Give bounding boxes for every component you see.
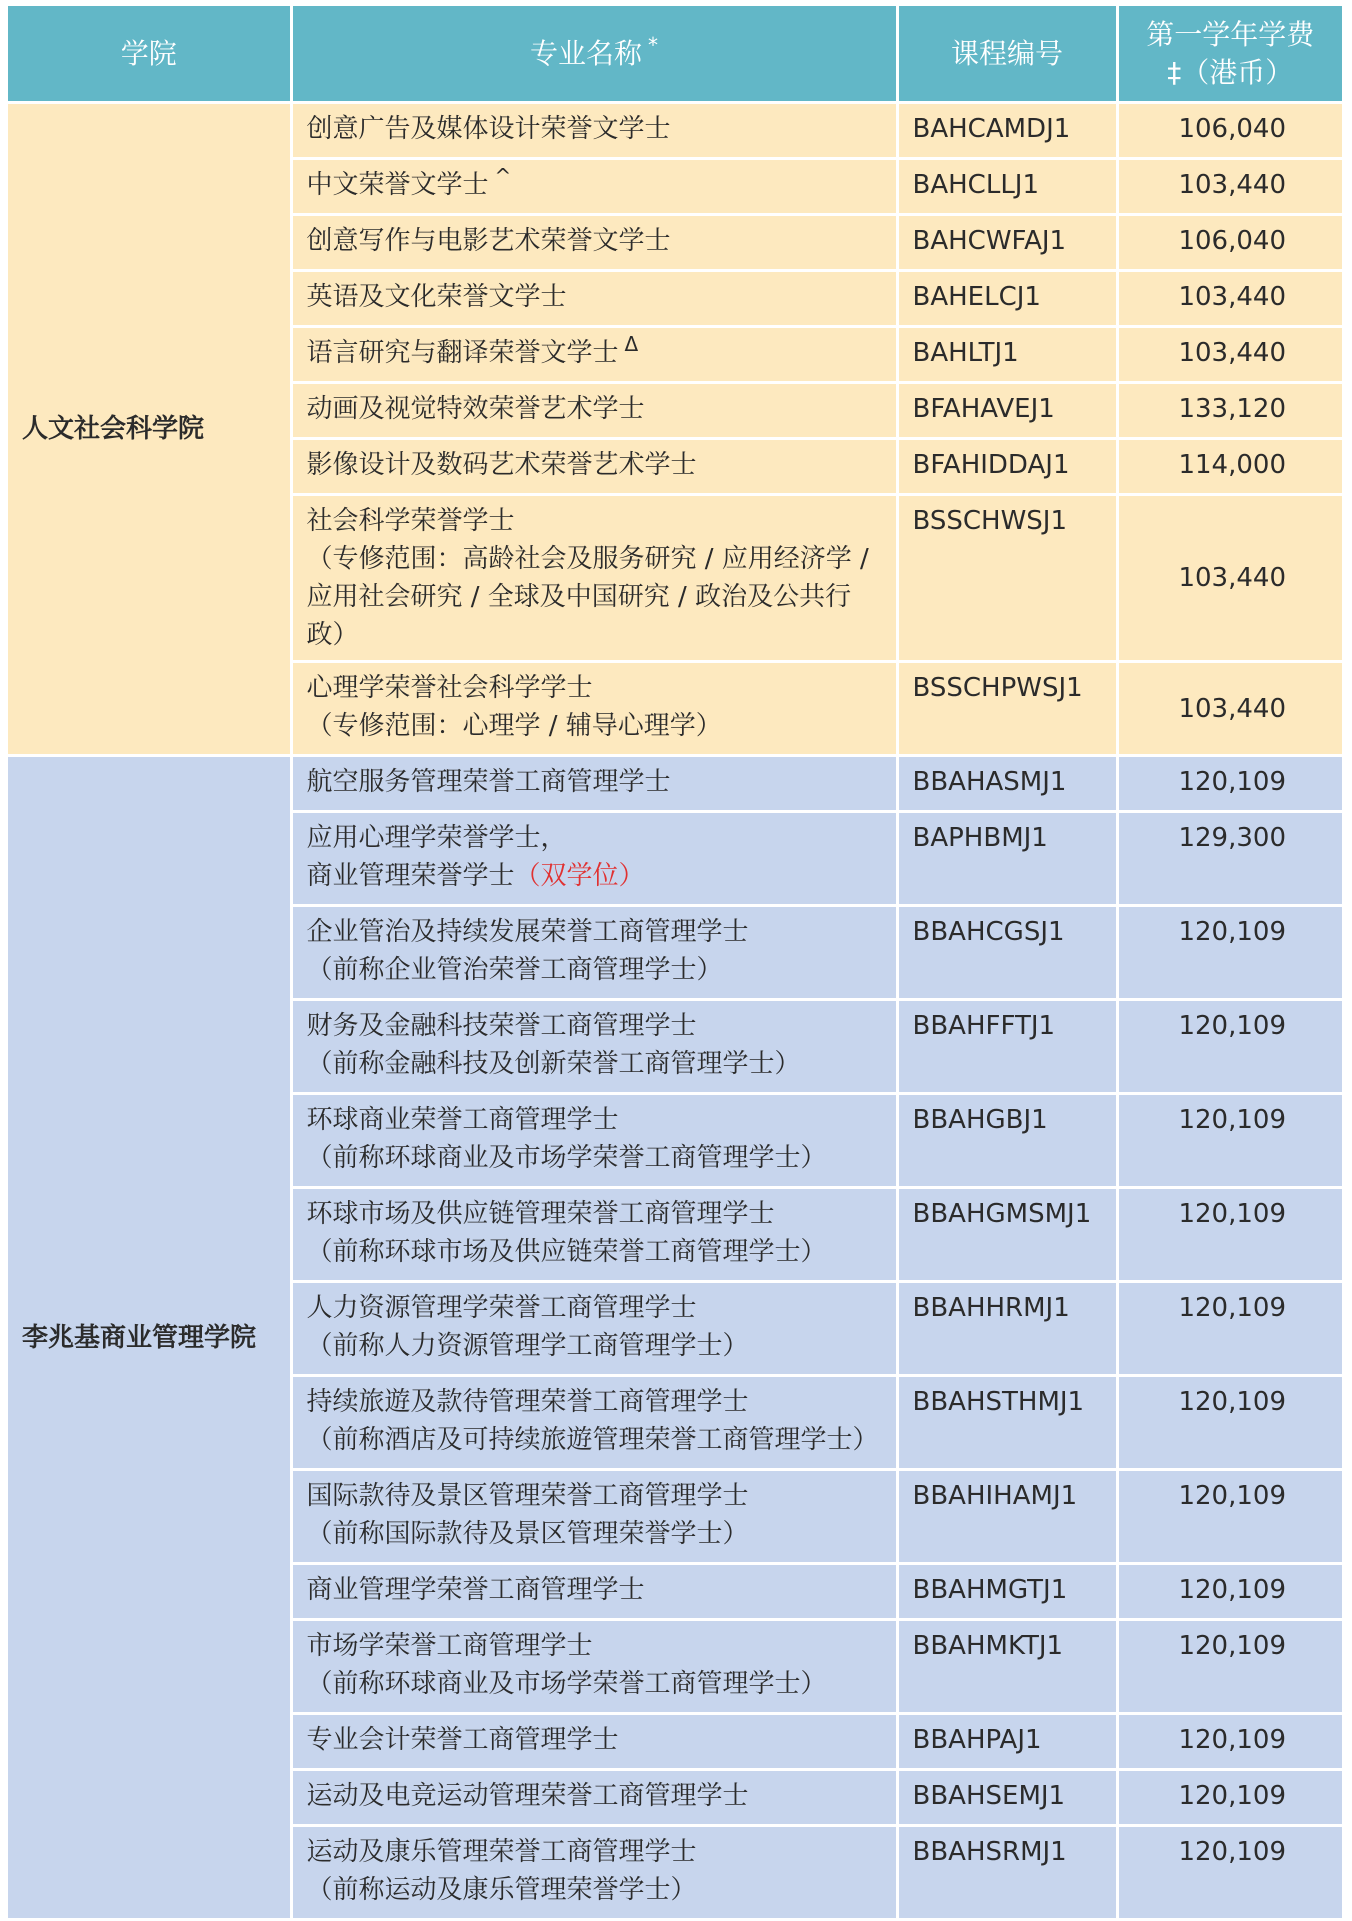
header-row: [8, 6, 1342, 103]
program-fee: 103,440: [1117, 159, 1342, 215]
program-code: BBAHSRMJ1: [897, 1826, 1117, 1920]
program-code: BBAHIHAMJ1: [897, 1470, 1117, 1564]
program-name: 财务及金融科技荣誉工商管理学士 （前称金融科技及创新荣誉工商管理学士）: [291, 1000, 897, 1094]
header-program-mark: *: [648, 33, 658, 58]
program-name: 应用心理学荣誉学士， 商业管理荣誉学士（双学位）: [291, 812, 897, 906]
tuition-table: [8, 6, 1342, 1921]
header-program: 专业名称 *: [291, 6, 897, 103]
program-code: BBAHPAJ1: [897, 1714, 1117, 1770]
program-fee: 103,440: [1117, 662, 1342, 756]
dual-degree-label: （双学位）: [514, 861, 645, 891]
program-name: 商业管理学荣誉工商管理学士: [291, 1564, 897, 1620]
program-fee: 120,109: [1117, 1714, 1342, 1770]
program-name: 语言研究与翻译荣誉文学士 $^\Delta$: [291, 327, 897, 383]
program-code: BBAHGMSMJ1: [897, 1188, 1117, 1282]
faculty-cell: 李兆基商业管理学院: [8, 756, 291, 1920]
program-code: BAHCWFAJ1: [897, 215, 1117, 271]
program-code: BAHCLLJ1: [897, 159, 1117, 215]
program-fee: 120,109: [1117, 1000, 1342, 1094]
program-name: 中文荣誉文学士 ^: [291, 159, 897, 215]
program-code: BBAHFFTJ1: [897, 1000, 1117, 1094]
program-name: 环球市场及供应链管理荣誉工商管理学士 （前称环球市场及供应链荣誉工商管理学士）: [291, 1188, 897, 1282]
program-fee: 129,300: [1117, 812, 1342, 906]
program-mark: ^: [494, 164, 512, 189]
program-code: BSSCHPWSJ1: [897, 662, 1117, 756]
program-code: BAHCAMDJ1: [897, 103, 1117, 159]
program-fee: 106,040: [1117, 103, 1342, 159]
program-fee: 103,440: [1117, 327, 1342, 383]
program-fee: 120,109: [1117, 1826, 1342, 1920]
table-row: [8, 103, 1342, 159]
program-code: BSSCHWSJ1: [897, 495, 1117, 662]
program-name: 影像设计及数码艺术荣誉艺术学士: [291, 439, 897, 495]
program-code: BBAHMGTJ1: [897, 1564, 1117, 1620]
program-fee: 120,109: [1117, 1376, 1342, 1470]
program-code: BBAHSEMJ1: [897, 1770, 1117, 1826]
program-name: 动画及视觉特效荣誉艺术学士: [291, 383, 897, 439]
program-name: 创意广告及媒体设计荣誉文学士: [291, 103, 897, 159]
program-name: 社会科学荣誉学士 （专修范围：高龄社会及服务研究 / 应用经济学 / 应用社会研究 / 全球及中国研究 / 政治及公共行政）: [291, 495, 897, 662]
program-name: 运动及电竞运动管理荣誉工商管理学士: [291, 1770, 897, 1826]
program-name: 创意写作与电影艺术荣誉文学士: [291, 215, 897, 271]
program-fee: 120,109: [1117, 1770, 1342, 1826]
program-code: BAPHBMJ1: [897, 812, 1117, 906]
program-name: 航空服务管理荣誉工商管理学士: [291, 756, 897, 812]
program-name: 国际款待及景区管理荣誉工商管理学士 （前称国际款待及景区管理荣誉学士）: [291, 1470, 897, 1564]
program-name: 心理学荣誉社会科学学士 （专修范围：心理学 / 辅导心理学）: [291, 662, 897, 756]
program-code: BAHELCJ1: [897, 271, 1117, 327]
program-name: 企业管治及持续发展荣誉工商管理学士 （前称企业管治荣誉工商管理学士）: [291, 906, 897, 1000]
program-name: 市场学荣誉工商管理学士 （前称环球商业及市场学荣誉工商管理学士）: [291, 1620, 897, 1714]
program-fee: 120,109: [1117, 756, 1342, 812]
program-code: BAHLTJ1: [897, 327, 1117, 383]
program-fee: 120,109: [1117, 1564, 1342, 1620]
program-fee: 103,440: [1117, 271, 1342, 327]
program-name: 专业会计荣誉工商管理学士: [291, 1714, 897, 1770]
program-code: BBAHMKTJ1: [897, 1620, 1117, 1714]
program-code: BBAHSTHMJ1: [897, 1376, 1117, 1470]
program-fee: 114,000: [1117, 439, 1342, 495]
program-fee: 120,109: [1117, 1282, 1342, 1376]
program-fee: 120,109: [1117, 1620, 1342, 1714]
program-name: 环球商业荣誉工商管理学士 （前称环球商业及市场学荣誉工商管理学士）: [291, 1094, 897, 1188]
program-fee: 120,109: [1117, 1470, 1342, 1564]
program-fee: 120,109: [1117, 1094, 1342, 1188]
program-fee: 120,109: [1117, 1188, 1342, 1282]
program-mark: Δ: [624, 332, 639, 357]
header-code: 课程编号: [897, 6, 1117, 103]
program-fee: 133,120: [1117, 383, 1342, 439]
program-name: 英语及文化荣誉文学士: [291, 271, 897, 327]
faculty-cell: 人文社会科学院: [8, 103, 291, 756]
program-name: 人力资源管理学荣誉工商管理学士 （前称人力资源管理学工商管理学士）: [291, 1282, 897, 1376]
program-fee: 103,440: [1117, 495, 1342, 662]
program-code: BBAHCGSJ1: [897, 906, 1117, 1000]
program-name: 持续旅遊及款待管理荣誉工商管理学士 （前称酒店及可持续旅遊管理荣誉工商管理学士）: [291, 1376, 897, 1470]
program-code: BBAHHRMJ1: [897, 1282, 1117, 1376]
program-code: BBAHASMJ1: [897, 756, 1117, 812]
program-code: BFAHAVEJ1: [897, 383, 1117, 439]
table-row: [8, 756, 1342, 812]
program-name: 运动及康乐管理荣誉工商管理学士 （前称运动及康乐管理荣誉学士）: [291, 1826, 897, 1920]
program-code: BBAHGBJ1: [897, 1094, 1117, 1188]
header-faculty: 学院: [8, 6, 291, 103]
program-code: BFAHIDDAJ1: [897, 439, 1117, 495]
header-fee: 第一学年学费 ‡（港币）: [1117, 6, 1342, 103]
program-fee: 106,040: [1117, 215, 1342, 271]
program-fee: 120,109: [1117, 906, 1342, 1000]
